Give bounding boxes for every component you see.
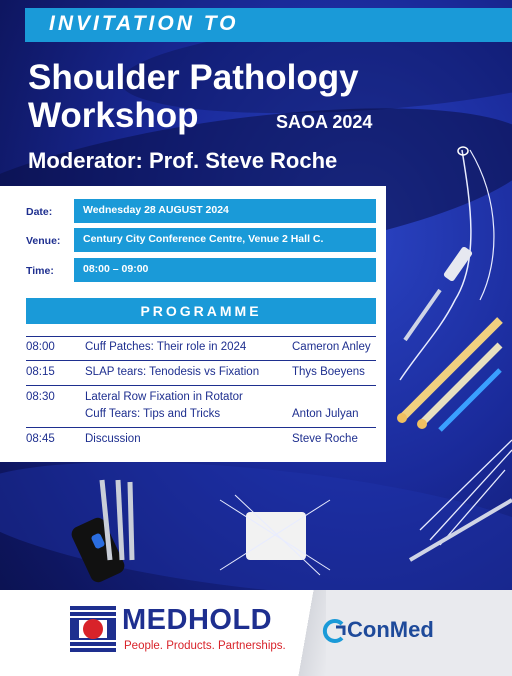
row-divider xyxy=(26,336,376,337)
programme-speaker: Anton Julyan xyxy=(292,408,359,420)
programme-topic: Cuff Patches: Their role in 2024 xyxy=(85,341,247,353)
time-box xyxy=(74,258,376,282)
medhold-logo-icon xyxy=(70,606,116,652)
invitation-heading: INVITATION TO xyxy=(49,12,239,35)
programme-topic-cont: Cuff Tears: Tips and Tricks xyxy=(85,408,221,420)
date-label: Date: xyxy=(26,206,53,218)
moderator-line: Moderator: Prof. Steve Roche xyxy=(28,148,338,173)
programme-topic: SLAP tears: Tenodesis vs Fixation xyxy=(85,366,260,378)
programme-time: 08:15 xyxy=(26,366,55,378)
programme-heading: PROGRAMME xyxy=(140,303,262,319)
programme-speaker: Cameron Anley xyxy=(292,341,371,353)
invitation-banner xyxy=(25,8,512,42)
programme-time: 08:30 xyxy=(26,391,55,403)
row-divider xyxy=(26,385,376,386)
time-value: 08:00 – 09:00 xyxy=(83,263,149,275)
footer-divider xyxy=(286,590,326,676)
conmed-logo-icon xyxy=(322,618,348,644)
medhold-tagline: People. Products. Partnerships. xyxy=(124,640,286,652)
event-title-line2: Workshop xyxy=(28,96,199,135)
programme-topic: Discussion xyxy=(85,433,141,445)
conmed-wordmark: ConMed xyxy=(347,617,434,642)
programme-speaker: Steve Roche xyxy=(292,433,358,445)
medhold-wordmark: MEDHOLD xyxy=(122,604,273,636)
programme-banner xyxy=(26,298,376,324)
event-name: SAOA 2024 xyxy=(276,112,373,132)
details-panel xyxy=(0,186,386,462)
programme-time: 08:00 xyxy=(26,341,55,353)
date-box xyxy=(74,199,376,223)
row-divider xyxy=(26,360,376,361)
programme-topic: Lateral Row Fixation in Rotator xyxy=(85,391,243,403)
programme-time: 08:45 xyxy=(26,433,55,445)
time-label: Time: xyxy=(26,265,54,277)
row-divider xyxy=(26,427,376,428)
venue-box xyxy=(74,228,376,252)
programme-speaker: Thys Boeyens xyxy=(292,366,365,378)
event-title-line1: Shoulder Pathology xyxy=(28,58,359,97)
date-value: Wednesday 28 AUGUST 2024 xyxy=(83,204,229,216)
venue-label: Venue: xyxy=(26,235,61,247)
venue-value: Century City Conference Centre, Venue 2 Hall C. xyxy=(83,233,324,245)
